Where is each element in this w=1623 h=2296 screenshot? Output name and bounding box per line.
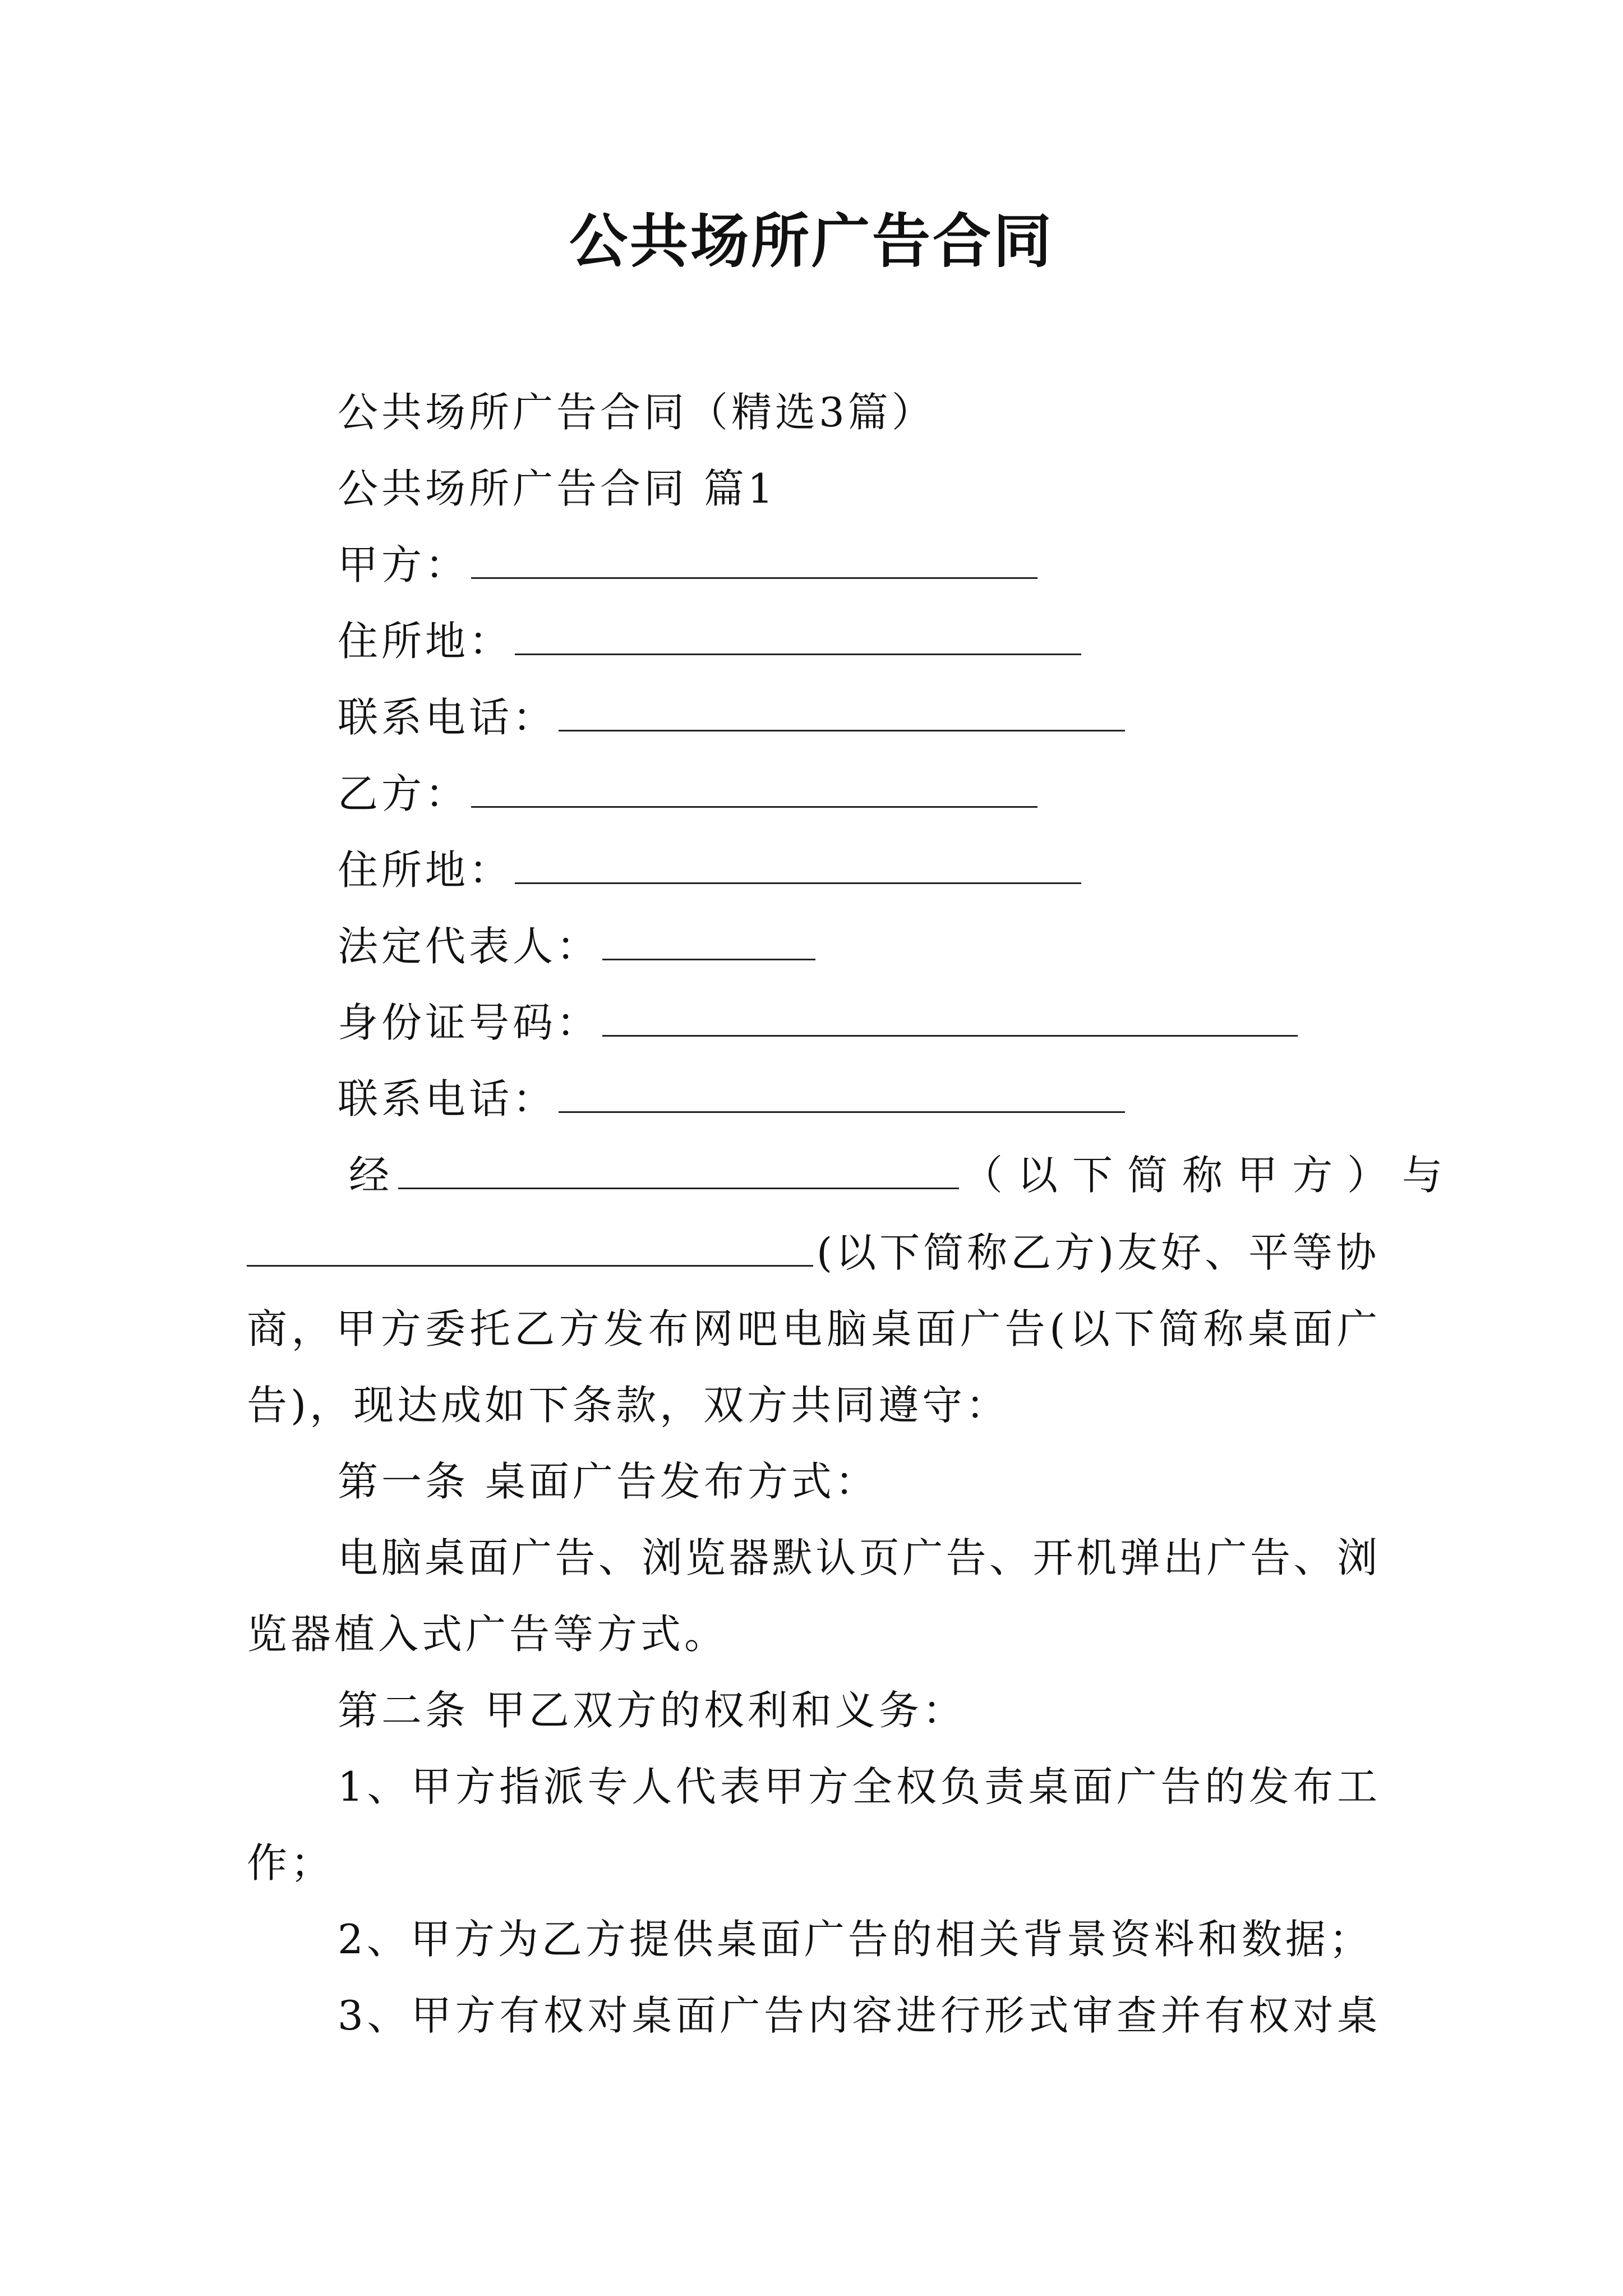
party-b-label: 乙方： — [338, 770, 469, 817]
legal-rep-label: 法定代表人： — [338, 923, 601, 970]
party-a-blank — [471, 544, 1038, 579]
article-1-heading: 第一条 桌面广告发布方式： — [338, 1458, 879, 1505]
party-a-phone-row — [338, 692, 1125, 743]
party-b-phone-blank — [559, 1078, 1125, 1113]
id-number-blank — [602, 1001, 1298, 1037]
party-b-address-blank — [515, 849, 1081, 884]
intro-line-1 — [349, 1150, 1457, 1200]
legal-rep-row — [338, 921, 815, 972]
party-a-label: 甲方： — [338, 541, 469, 588]
article-1-text-line-2: 览器植入式广告等方式。 — [247, 1611, 728, 1658]
intro-line-4: 告)，现达成如下条款，双方共同遵守： — [247, 1382, 1010, 1429]
document-title: 公共场所广告合同 — [569, 206, 1054, 275]
article-1-text-line-1: 电脑桌面广告、浏览器默认页广告、开机弹出广告、浏 — [338, 1534, 1380, 1581]
party-b-address-label: 住所地： — [338, 846, 513, 894]
party-b-row — [338, 769, 1038, 819]
intro-line-2 — [247, 1227, 1380, 1278]
article-2-heading: 第二条 甲乙双方的权利和义务： — [338, 1687, 966, 1734]
article-2-item-2: 2、甲方为乙方提供桌面广告的相关背景资料和数据； — [338, 1916, 1373, 1963]
article-2-item-3-line-1: 3、甲方有权对桌面广告内容进行形式审查并有权对桌 — [338, 1992, 1380, 2039]
intro-party-a-blank — [398, 1154, 959, 1189]
intro-line-2-text: (以下简称乙方)友好、平等协 — [817, 1229, 1380, 1276]
party-a-address-row — [338, 616, 1081, 666]
party-a-address-label: 住所地： — [338, 618, 513, 665]
party-b-phone-row — [338, 1074, 1125, 1124]
id-number-row — [338, 997, 1298, 1048]
legal-rep-blank — [602, 925, 815, 960]
section-heading: 公共场所广告合同 篇1 — [338, 465, 777, 512]
party-b-blank — [471, 772, 1038, 808]
intro-prefix: 经 — [349, 1152, 393, 1199]
party-a-phone-label: 联系电话： — [338, 694, 557, 741]
party-b-phone-label: 联系电话： — [338, 1075, 557, 1122]
intro-suffix: （以下简称甲方）与 — [962, 1152, 1458, 1199]
party-a-phone-blank — [559, 696, 1125, 731]
intro-line-3: 商，甲方委托乙方发布网吧电脑桌面广告(以下简称桌面广 — [247, 1305, 1380, 1352]
id-number-label: 身份证号码： — [338, 999, 601, 1046]
party-a-row — [338, 540, 1038, 590]
party-a-address-blank — [515, 620, 1081, 655]
article-2-item-1-line-1: 1、甲方指派专人代表甲方全权负责桌面广告的发布工 — [338, 1763, 1380, 1810]
article-2-item-1-line-2: 作； — [247, 1839, 335, 1887]
intro-party-b-blank — [247, 1231, 813, 1267]
subtitle-line: 公共场所广告合同（精选3篇） — [338, 389, 935, 436]
party-b-address-row — [338, 845, 1081, 895]
